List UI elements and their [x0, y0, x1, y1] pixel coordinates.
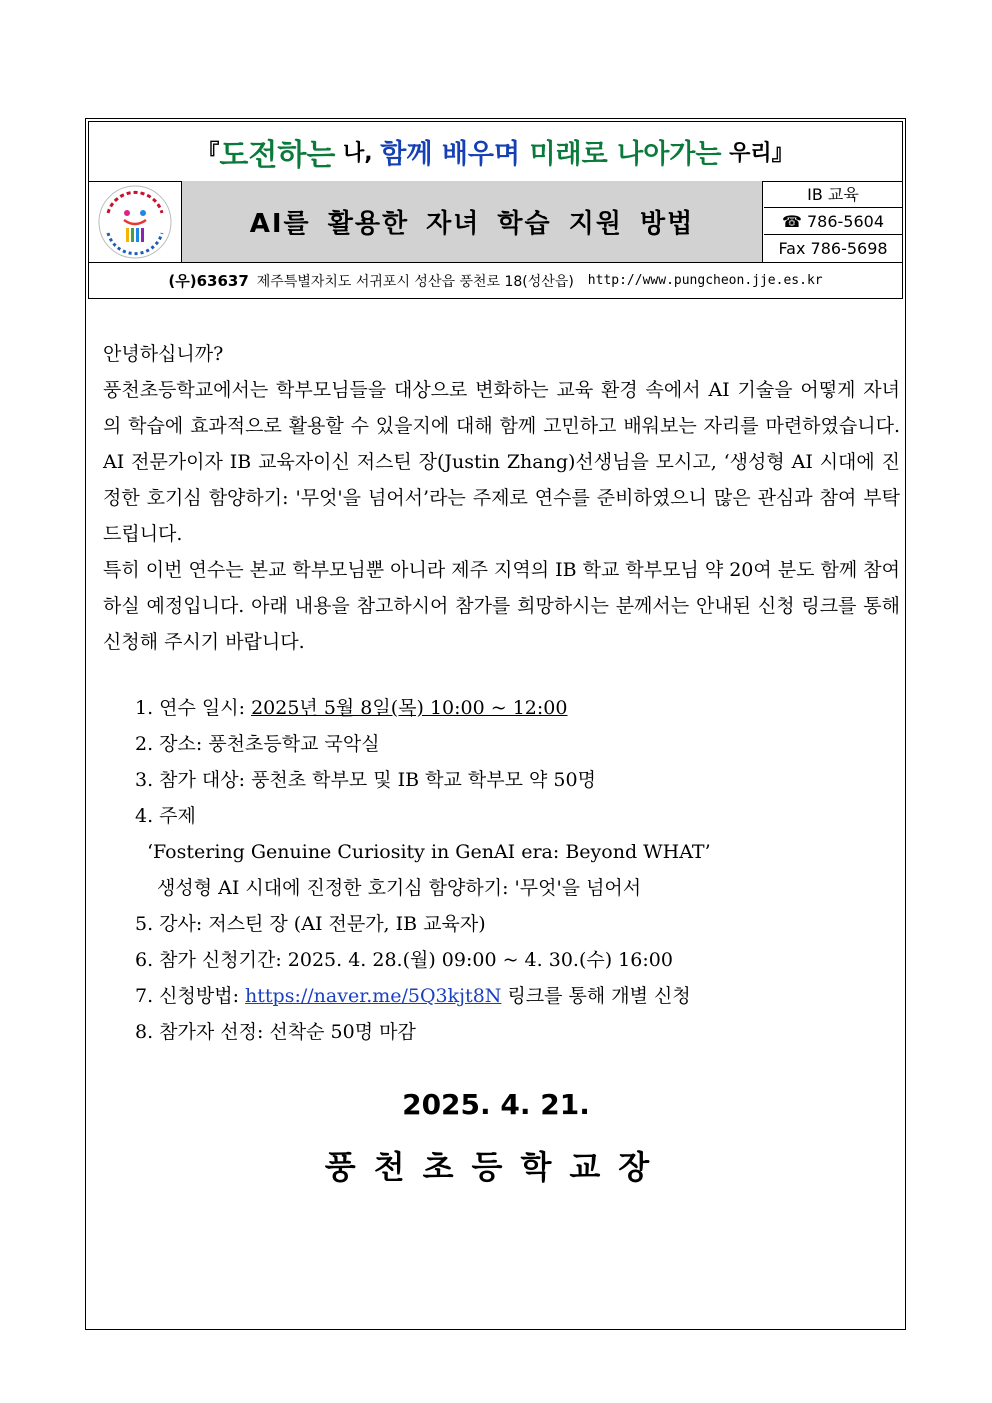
list-item: 2. 장소: 풍천초등학교 국악실: [135, 733, 380, 755]
greeting: 안녕하십니까?: [103, 343, 224, 365]
signup-link[interactable]: https://naver.me/5Q3kjt8N: [245, 985, 502, 1007]
event-datetime: 2025년 5월 8일(목) 10:00 ~ 12:00: [251, 697, 568, 719]
contact-info: [764, 181, 902, 262]
list-item: 7. 신청방법: https://naver.me/5Q3kjt8N 링크를 통해 개별 신청: [135, 985, 691, 1007]
paragraph-2: 특히 이번 연수는 본교 학부모님뿐 아니라 제주 지역의 IB 학교 학부모님 약 20여 분도 함께 참여하실 예정입니다. 아래 내용을 참고하시어 참가를 희망하시는 분께서는 안내된 신청 링크를 통해 신청해 주시기 바랍니다.: [103, 559, 900, 653]
topic-korean: 생성형 AI 시대에 진정한 호기심 함양하기: '무엇'을 넘어서: [157, 877, 642, 899]
postal-code: (우)63637: [168, 272, 249, 290]
issue-date: 2025. 4. 21.: [402, 1088, 590, 1121]
street-address: 제주특별자치도 서귀포시 성산읍 풍천로 18(성산읍): [256, 273, 574, 290]
fax-number: Fax 786-5698: [778, 239, 888, 258]
school-slogan: 『 도전하는 나, 함께 배우며 미래로 나아가는 우리 』: [89, 122, 902, 182]
list-item: 8. 참가자 선정: 선착순 50명 마감: [135, 1021, 416, 1043]
list-item: 6. 참가 신청기간: 2025. 4. 28.(월) 09:00 ~ 4. 30.(수) 16:00: [135, 949, 673, 971]
list-item: 5. 강사: 저스틴 장 (AI 전문가, IB 교육자): [135, 913, 486, 935]
list-item: 4. 주제: [135, 805, 196, 827]
address-row: [89, 263, 902, 298]
department: IB 교육: [764, 181, 902, 208]
list-item: 3. 참가 대상: 풍천초 학부모 및 IB 학교 학부모 약 50명: [135, 769, 596, 791]
title-row: [89, 181, 902, 263]
title-cell: [182, 181, 763, 262]
letterhead: [88, 121, 903, 299]
document-title: AI를 활용한 자녀 학습 지원 방법: [249, 209, 695, 239]
principal-signature: 풍천초등학교장: [324, 1148, 668, 1186]
list-item: 1. 연수 일시: 2025년 5월 8일(목) 10:00 ~ 12:00: [135, 697, 568, 719]
school-url[interactable]: http://www.pungcheon.jje.es.kr: [587, 273, 823, 288]
school-logo-icon: [96, 183, 174, 261]
letter-body: [93, 336, 900, 660]
school-logo: [89, 181, 182, 262]
topic-english: ‘Fostering Genuine Curiosity in GenAI era: Beyond WHAT’: [147, 841, 711, 863]
paragraph-1: 풍천초등학교에서는 학부모님들을 대상으로 변화하는 교육 환경 속에서 AI 기술을 어떻게 자녀의 학습에 효과적으로 활용할 수 있을지에 대해 함께 고민하고 배워보는 자리를 마련하였습니다. AI 전문가이자 IB 교육자이신 저스틴 장(Justin Zhang)선생님을 모시고, ‘생성형 AI 시대에 진정한 호기심 함양하기: '무엇'을 넘어서’라는 주제로 연수를 준비하였으니 많은 관심과 참여 부탁드립니다.: [103, 379, 900, 545]
event-details: [135, 690, 875, 1050]
phone-number: ☎ 786-5604: [764, 208, 902, 235]
